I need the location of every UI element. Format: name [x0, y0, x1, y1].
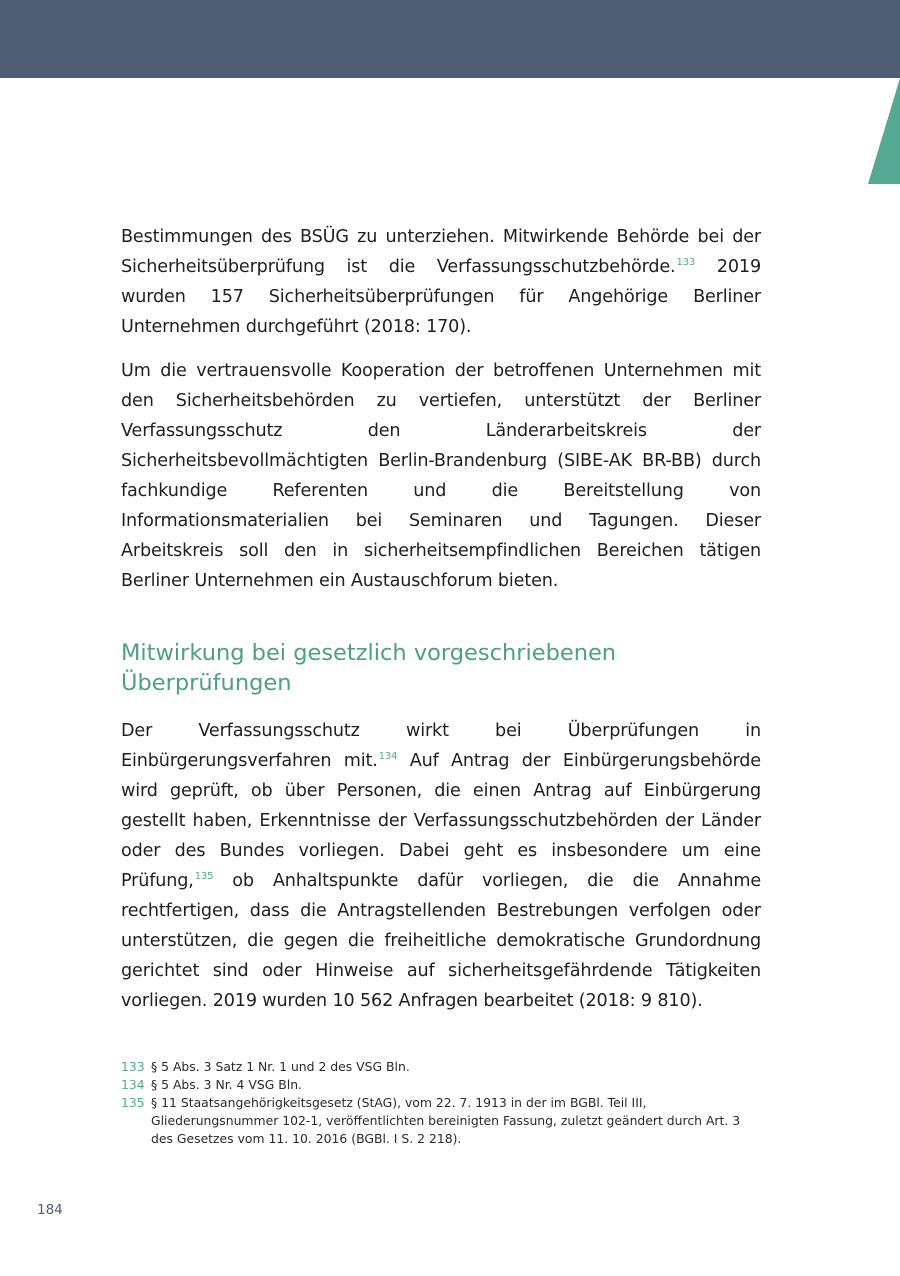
main-content — [121, 222, 761, 1016]
footnote-number: 134 — [121, 1077, 145, 1092]
paragraph-text: ob Anhaltspunkte dafür vorliegen, die die Annahme rechtfertigen, dass die Antragstellenden Bestrebungen verfolgen oder unterstützen, die gegen die freiheitliche demokratische Grundordnung gerichtet sind oder Hinweise auf sicherheitsgefährdende Tätigkeiten vorliegen. 2019 wurden 10 562 Anfragen bearbeitet (2018: 9 810). — [121, 871, 761, 1011]
paragraph-text: 2019 wurden 157 Sicherheitsüberprüfungen für Angehörige Berliner Unternehmen durchgeführt (2018: 170). — [121, 257, 761, 337]
page-number: 184 — [37, 1202, 63, 1218]
section-heading — [121, 638, 761, 698]
footnote-number: 135 — [121, 1095, 145, 1110]
footnote-reference-135[interactable]: 135 — [194, 871, 214, 882]
paragraph-security-clearance — [121, 222, 761, 342]
header-bar — [0, 0, 900, 78]
footnote-text: § 11 Staatsangehörigkeitsgesetz (StAG), vom 22. 7. 1913 in der im BGBl. Teil III, Gliederungsnummer 102-1, veröffentlichten bereinigten Fassung, zuletzt geändert durch Art. 3 des Gesetzes vom 11. 10. 2016 (BGBl. I S. 2 218). — [151, 1095, 741, 1146]
footnote-item — [121, 1076, 761, 1094]
paragraph-text: Bestimmungen des BSÜG zu unterziehen. Mitwirkende Behörde bei der Sicherheitsüberprüfung ist die Verfassungsschutzbehörde. — [121, 227, 761, 277]
footnote-item — [121, 1094, 761, 1148]
footnote-text: § 5 Abs. 3 Satz 1 Nr. 1 und 2 des VSG Bln. — [151, 1059, 410, 1074]
paragraph-text: Der Verfassungsschutz wirkt bei Überprüfungen in Einbürgerungsverfahren mit. — [121, 721, 761, 771]
footnote-text: § 5 Abs. 3 Nr. 4 VSG Bln. — [151, 1077, 302, 1092]
footnote-reference-134[interactable]: 134 — [378, 751, 398, 762]
paragraph-naturalisation — [121, 716, 761, 1016]
section-heading-line-1: Mitwirkung bei gesetzlich vorgeschriebenen — [121, 640, 617, 666]
footnote-number: 133 — [121, 1059, 145, 1074]
paragraph-text: Auf Antrag der Einbürgerungsbehörde wird geprüft, ob über Personen, die einen Antrag auf Einbürgerung gestellt haben, Erkenntnisse der Verfassungsschutzbehörden der Länder oder des Bundes vorliegen. Dabei geht es insbesondere um eine Prüfung, — [121, 751, 761, 891]
footnote-reference-133[interactable]: 133 — [676, 257, 696, 268]
corner-tab-marker — [868, 78, 900, 184]
footnotes — [121, 1058, 761, 1148]
footnote-item — [121, 1058, 761, 1076]
section-heading-line-2: Überprüfungen — [121, 670, 292, 696]
paragraph-cooperation: Um die vertrauensvolle Kooperation der betroffenen Unternehmen mit den Sicherheitsbehörden zu vertiefen, unterstützt der Berliner Verfassungsschutz den Länderarbeitskreis der Sicherheitsbevollmächtigten Berlin-Brandenburg (SIBE-AK BR-BB) durch fachkundige Referenten und die Bereitstellung von Informationsmaterialien bei Seminaren und Tagungen. Dieser Arbeitskreis soll den in sicherheitsempfindlichen Bereichen tätigen Berliner Unternehmen ein Austauschforum bieten. — [121, 361, 761, 591]
